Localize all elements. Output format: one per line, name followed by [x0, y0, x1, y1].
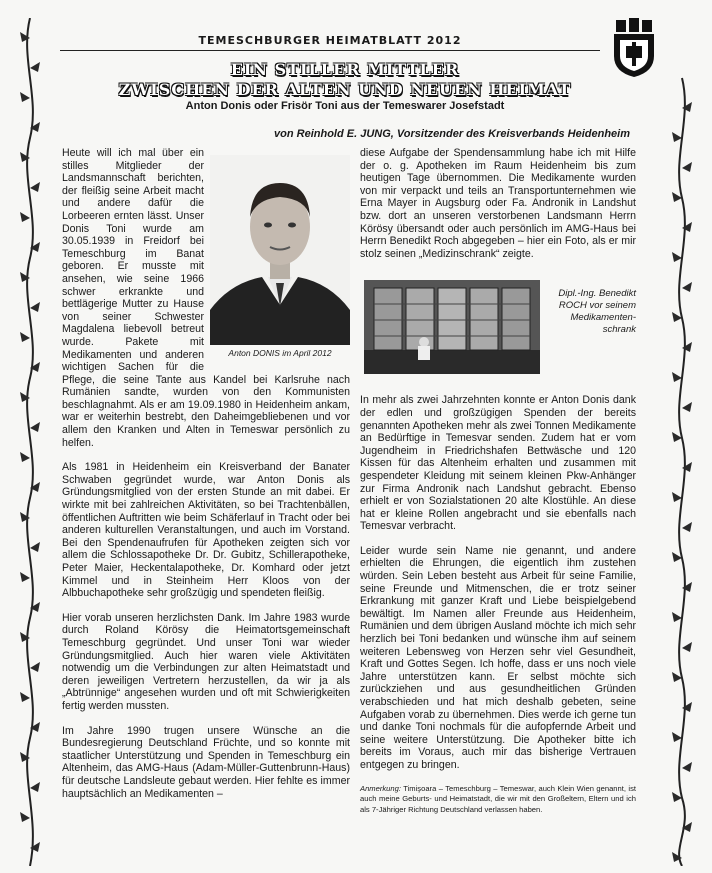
footnote-label: Anmerkung: — [360, 783, 401, 793]
medicine-cabinet-photo — [364, 280, 540, 374]
text-column-left — [62, 147, 350, 812]
portrait-photo — [210, 155, 350, 345]
footnote-text: Timişoara – Temeschburg – Temeswar, auch Klein Wien genannt, ist auch meine Geburts- und Heimatstadt, die wir mit den Großeltern, Eltern und ich als 7-Jähriger Richtung Deutschland verlassen haben. — [360, 783, 636, 814]
paragraph: Als 1981 in Heidenheim ein Kreisverband der Banater Schwaben gegründet wurde, war Anton Donis als Gründungsmitglied von der ersten Stunde an mit dabei. Er wirkte mit bei zahlreichen Aktivitäten, so bei Trachtenbällen, öffentlichen Auftritten wie beim Schäferlauf in Tracht oder bei anderen kulturellen Veranstaltungen, und auch im Vorstand. Bei den Spendenaufrufen für Apotheken zeigten sich vor allem die Schlossapotheke Dr. Dr. Gubitz, Schillerapotheke, Peter Maier, Heckentalapotheke, Dr. Komhard oder jetzt Kimmel und in Steinheim Herr Kloos von der Albbuchapotheke sehr großzügig und spendeten fleißig. — [62, 461, 350, 600]
ivy-border-right-icon — [668, 18, 696, 866]
ivy-border-left-icon — [16, 18, 44, 866]
cabinet-caption: Dipl.-Ing. Benedikt ROCH vor seinem Medikamenten-schrank — [558, 288, 636, 336]
paragraph: Leider wurde sein Name nie genannt, und andere erhielten die Ehrungen, die eigentlich ihm zustehen würden. Sein Leben besteht aus Arbeit für seine Familie, seine Freunde und Mitmenschen, die er trotz seiner Erkrankung mit ganzer Kraft und Liebe beispielgebend bewältigt. Im Namen aller Freunde aus Heidenheim, Rumänien und dem übrigen Ausland möchte ich mich sehr herzlich bei Toni bedanken und wünsche ihm auf seinem weiteren Lebensweg von Herzen sehr viel Gesundheit, Kraft und Gottes Segen. Ich hoffe, dass er uns noch viele Jahre unterstützen kann. Er selbst möchte sich zurückziehen und aus gesundheitlichen Gründen verabschieden und hat mich deshalb gebeten, seine Aufgaben vorab zu übernehmen. Dies werde ich gerne tun und danke Toni nochmals für die aufopfernde Arbeit und seine weitere Unterstützung. Die Apotheker bitte ich bereits im Voraus, auch mir das bisherige Vertrauen entgegen zu bringen. — [360, 544, 636, 771]
paragraph: diese Aufgabe der Spendensammlung habe ich mit Hilfe der o. g. Apotheken im Raum Heidenheim bis zum heutigen Tage übernommen. Die Medikamente wurden von mir verpackt und teils an Transportunternehmen wie Erna Mayer in Augsburg oder Fa. Andronik in Landshut bzw. dort an unseren verstorbenen Landsmann Herrn Körösy übersandt oder auch persönlich im AMG-Haus bei Herrn Benedikt Roch abgegeben – hier ein Foto, als er mir stolz seinen „Medizinschrank“ zeigte. — [360, 147, 636, 260]
paragraph: Hier vorab unseren herzlichsten Dank. Im Jahre 1983 wurde durch Roland Körösy die Heimatortsgemeinschaft Temeschburg gegründet. Und unser Toni war wieder Gründungsmitglied. Auch hier waren viele Aktivitäten notwendig um die Verbindungen zur alten Heimatstadt und deren jeweiligen Vertretern herzustellen, da wir ja als „Abtrünnige“ angesehen wurden und oft mit Schwierigkeiten fertig werden mussten. — [62, 611, 350, 712]
article-title-line-1: EIN STILLER MITTLER — [230, 60, 460, 79]
article-title-line-2: ZWISCHEN DER ALTEN UND NEUEN HEIMAT — [118, 80, 572, 99]
publication-header: TEMESCHBURGER HEIMATBLATT 2012 — [198, 34, 462, 47]
cabinet-figure — [360, 272, 636, 378]
portrait-figure — [210, 155, 350, 365]
article-subtitle: Anton Donis oder Frisör Toni aus der Temeswarer Josefstadt — [185, 100, 505, 112]
paragraph: In mehr als zwei Jahrzehnten konnte er Anton Donis dank der edlen und großzügigen Spenden der bereits genannten Apotheken mehr als zwei Tonnen Medikamente an Bedürftige in Temesvar senden. Zudem hat er vom Jugendheim in Friedrichshafen Bettwäsche und 120 Kissen für das Altenheim erhalten und zusammen mit gespendeter Kleidung mit seinem kleinen Pkw-Anhänger zur Firma Andronik nach Landshut gebracht. Ebenso erhielt er von Sozialstationen 20 alte Klostühle. An diese hat er kleine Rollen angebracht und sie ebenfalls nach Temesvar verbracht. — [360, 394, 636, 533]
header-divider — [60, 50, 600, 51]
paragraph: Im Jahre 1990 trugen unsere Wünsche an die Bundesregierung Deutschland Früchte, und so konnte mit staatlicher Unterstützung und Spenden in Temeschburg ein Altenheim, das AMG-Haus (Adam-Müller-Guttenbrunn-Haus) für deutsche Landsleute gebaut werden. Hier fehlte es immer hauptsächlich an Medikamenten – — [62, 724, 350, 800]
footnote — [360, 784, 636, 816]
text-column-right — [360, 147, 636, 815]
paragraph: Heute will ich mal über ein stilles Mitglieder der Landsmannschaft berichten, der fleißig seine Arbeit macht und andere dafür die Lorbeeren ernten lässt. Unser Donis Toni wurde am 30.05.1939 in Freidorf bei Temeschburg im Banat geboren. Er musste mit ansehen, wie seine 1966 schwer erkrankte und bettlägerige Mutter zu Hause von seiner Schwester Magdalena liebevoll betreut wurde. Pakete mit Medikamenten und anderen wichtigen Sachen für die Pflege, die seine Tante aus Kandel bei Karlsruhe nach Rumänien sandte, wurden von den Kommunisten beschlagnahmt. Als er am 19.09.1980 in Heidenheim ankam, war er weiterhin bestrebt, den Daheimgebliebenen und vor allem den Kranken und Alten in Temeswar persönlich zu helfen. — [62, 147, 350, 449]
article-byline: von Reinhold E. JUNG, Vorsitzender des Kreisverbands Heidenheim — [274, 128, 630, 140]
portrait-caption: Anton DONIS im April 2012 — [228, 348, 332, 358]
